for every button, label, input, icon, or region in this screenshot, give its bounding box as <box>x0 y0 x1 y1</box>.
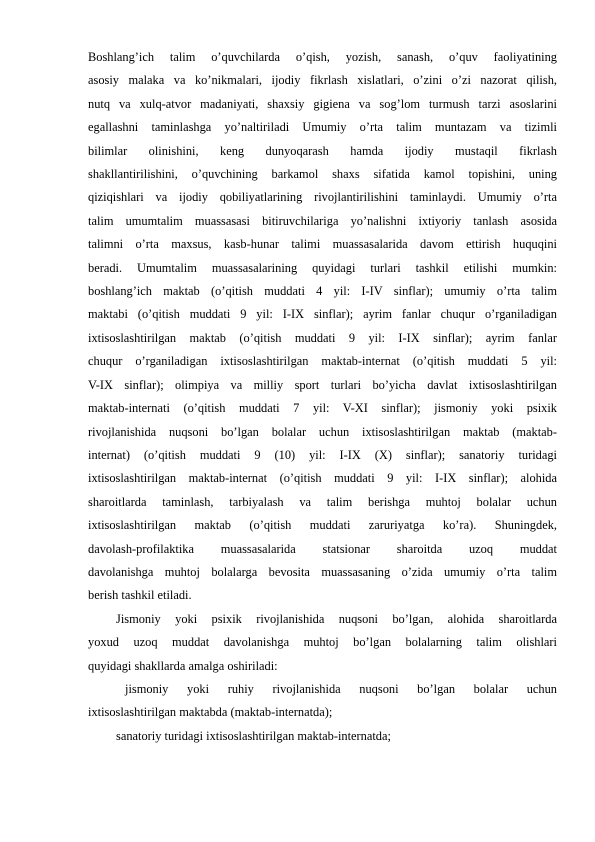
text-line: sharoitlarda taminlash, tarbiyalash va talim berishga muhtoj bolalar uchun <box>88 494 557 509</box>
text-line: maktabi (o’qitish muddati 9 yil: I-IX sinflar); ayrim fanlar chuqur o’rganiladigan <box>88 307 557 322</box>
text-line: sanatoriy turidagi ixtisoslashtirilgan maktab-internatda; <box>116 728 391 743</box>
text-line: jismoniy yoki ruhiy rivojlanishida nuqsoni bo’lgan bolalar uchun <box>125 681 557 696</box>
text-line: egallashni taminlashga yo’naltiriladi Umumiy o’rta talim muntazam va tizimli <box>88 120 557 135</box>
document-page <box>88 46 557 748</box>
text-line: davolash-profilaktika muassasalarida statsionar sharoitda uzoq muddat <box>88 541 557 556</box>
text-line: ixtisoslashtirilgan maktab (o’qitish muddati 9 yil: I-IX sinflar); ayrim fanlar <box>88 330 557 345</box>
list-item-sanatorium-school <box>88 725 557 748</box>
text-line: ixtisoslashtirilgan maktab-internat (o’qitish muddati 9 yil: I-IX sinflar); alohida <box>88 471 557 486</box>
text-line: qiziqishlari va ijodiy qobiliyatlarining rivojlantirilishini taminlaydi. Umumiy o’rta <box>88 190 557 205</box>
list-item-special-school <box>88 678 557 725</box>
text-line: talimni o’rta maxsus, kasb-hunar talimi muassasalarida davom ettirish huquqini <box>88 237 557 252</box>
text-line: bilimlar olinishini, keng dunyoqarash hamda ijodiy mustaqil fikrlash <box>88 143 557 158</box>
text-line: boshlang’ich maktab (o’qitish muddati 4 yil: I-IV sinflar); umumiy o’rta talim <box>88 284 557 299</box>
paragraph-general-education <box>88 46 557 608</box>
text-line: davolanishga muhtoj bolalarga bevosita muassasaning o’zida umumiy o’rta talim <box>88 564 557 579</box>
text-line: maktab-internati (o’qitish muddati 7 yil: V-XI sinflar); jismoniy yoki psixik <box>88 401 557 416</box>
text-line: internat) (o’qitish muddati 9 (10) yil: I-IX (X) sinflar); sanatoriy turidagi <box>88 447 557 462</box>
text-line: Jismoniy yoki psixik rivojlanishida nuqsoni bo’lgan, alohida sharoitlarda <box>116 611 557 626</box>
text-line: nutq va xulq-atvor madaniyati, shaxsiy gigiena va sog’lom turmush tarzi asoslarini <box>88 96 557 111</box>
text-line: shakllantirilishini, o’quvchining barkamol shaxs sifatida kamol topishini, uning <box>88 167 557 182</box>
paragraph-special-needs-forms <box>88 608 557 678</box>
text-line: V-IX sinflar); olimpiya va milliy sport turlari bo’yicha davlat ixtisoslashtirilgan <box>88 377 557 392</box>
text-line: quyidagi shakllarda amalga oshiriladi: <box>88 658 278 673</box>
text-line: ixtisoslashtirilgan maktab (o’qitish muddati zaruriyatga ko’ra). Shuningdek, <box>88 518 557 533</box>
text-line: talim umumtalim muassasasi bitiruvchilariga yo’nalishni ixtiyoriy tanlash asosida <box>88 213 557 228</box>
text-line: yoxud uzoq muddat davolanishga muhtoj bo’lgan bolalarning talim olishlari <box>88 635 557 650</box>
text-line: berish tashkil etiladi. <box>88 588 192 603</box>
text-line: asosiy malaka va ko’nikmalari, ijodiy fikrlash xislatlari, o’zini o’zi nazorat qilish, <box>88 73 557 88</box>
text-line: ixtisoslashtirilgan maktabda (maktab-internatda); <box>88 705 333 720</box>
text-line: beradi. Umumtalim muassasalarining quyidagi turlari tashkil etilishi mumkin: <box>88 260 557 275</box>
text-line: chuqur o’rganiladigan ixtisoslashtirilgan maktab-internat (o’qitish muddati 5 yil: <box>88 354 557 369</box>
text-line: Boshlang’ich talim o’quvchilarda o’qish, yozish, sanash, o’quv faoliyatining <box>88 50 557 64</box>
text-line: rivojlanishida nuqsoni bo’lgan bolalar uchun ixtisoslashtirilgan maktab (maktab- <box>88 424 557 439</box>
